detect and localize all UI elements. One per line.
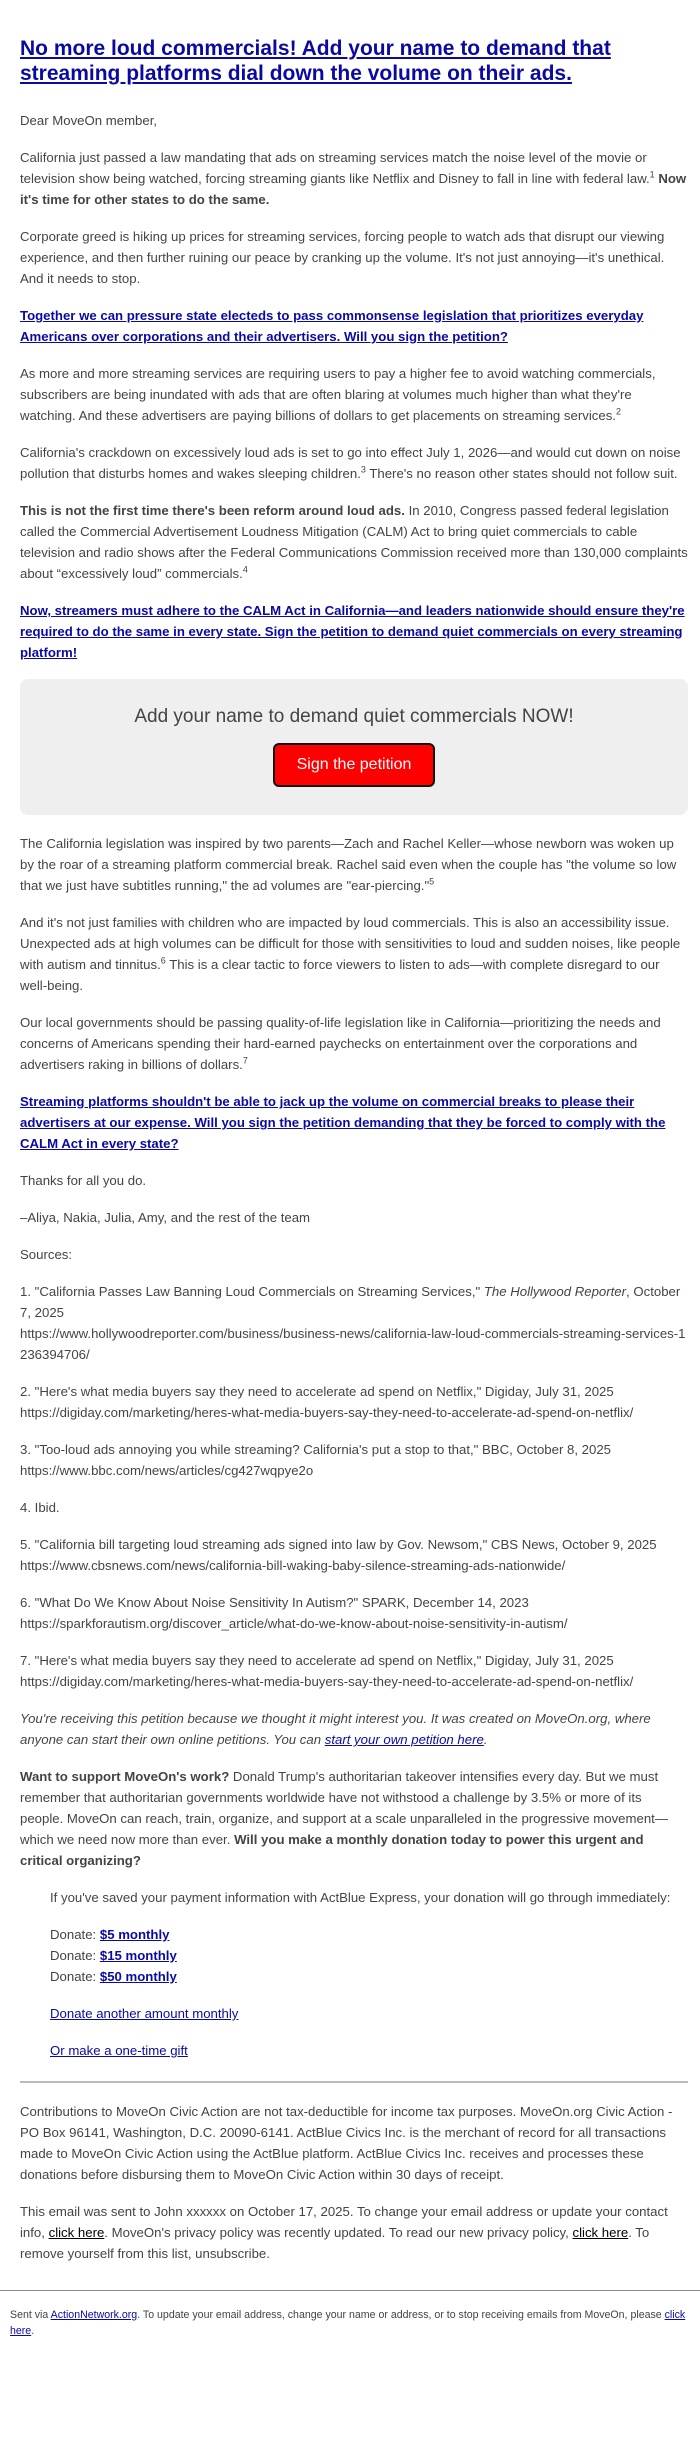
footer-text: . To update your email address, change your name or address, or to stop receiving emails from MoveOn, please [137, 2309, 665, 2321]
source-url: https://sparkforautism.org/discover_article/what-do-we-know-about-noise-sensitivity-in-autism/ [20, 1616, 568, 1631]
email-info-text: This email was sent to John xxxxxx on October 17, 2025. To change your email address or update your contact info, [20, 2204, 668, 2240]
paragraph-text: As more and more streaming services are requiring users to pay a higher fee to avoid watching commercials, subscribers are being inundated with ads that are often blaring at volumes much higher than what they're watching. And these advertisers are paying billions of dollars to get placements on streaming services. [20, 366, 656, 423]
donate-label: Donate: [50, 1927, 100, 1942]
action-network-footer [0, 2290, 700, 2357]
footnote-ref: 4 [242, 564, 248, 575]
source-item [20, 1381, 688, 1423]
donate-label: Donate: [50, 1969, 100, 1984]
sign-petition-button[interactable]: Sign the petition [273, 743, 436, 787]
footer-text: Sent via [10, 2309, 51, 2321]
cta-paragraph-2 [20, 600, 688, 663]
source-item [20, 1650, 688, 1692]
paragraph-crackdown [20, 442, 688, 484]
donate-label: Donate: [50, 1948, 100, 1963]
source-date: , October 7, 2025 [20, 1284, 681, 1320]
greeting: Dear MoveOn member, [20, 113, 158, 128]
support-text: Donald Trump's authoritarian takeover intensifies every day. But we must remember that authoritarian governments worldwide have not withstood a challenge by 3.5% or more of its people. MoveOn can reach, train, organize, and support at a scale unparalleled in the progressive movement—which we need now more than ever. [20, 1769, 669, 1847]
donate-5-monthly-link[interactable]: $5 monthly [99, 1927, 170, 1942]
source-item [20, 1497, 688, 1518]
title-link[interactable]: No more loud commercials! Add your name to demand that streaming platforms dial down the volume on their ads. [20, 37, 611, 85]
page-title [20, 36, 688, 86]
source-number: 5. [20, 1537, 31, 1552]
footnote-ref: 6 [160, 955, 166, 966]
source-number: 6. [20, 1595, 31, 1610]
donate-another-row [50, 2003, 688, 2024]
start-petition-link[interactable]: start your own petition here [324, 1732, 484, 1747]
paragraph-text: California's crackdown on excessively loud ads is set to go into effect July 1, 2026—and would cut down on noise pollution that disturbs homes and wakes sleeping children. [20, 445, 681, 481]
petition-box-heading: Add your name to demand quiet commercials NOW! [134, 706, 574, 727]
source-url: https://www.bbc.com/news/articles/cg427wqpye2o [20, 1463, 314, 1478]
paragraph-law [20, 147, 688, 210]
support-paragraph [20, 1766, 688, 1871]
actionnetwork-link[interactable]: ActionNetwork.org [50, 2309, 138, 2321]
email-info [20, 2201, 688, 2264]
source-text: "Too-loud ads annoying you while streaming? California's put a stop to that," BBC, October 8, 2025 [34, 1442, 612, 1457]
footnote-ref: 5 [429, 876, 435, 887]
footnote-ref: 2 [615, 406, 621, 417]
donate-onetime-row [50, 2040, 688, 2061]
paragraph-local-govt [20, 1012, 688, 1075]
source-publication: The Hollywood Reporter [483, 1284, 627, 1299]
donate-option [50, 1966, 688, 1987]
support-bold: Will you make a monthly donation today to power this urgent and critical organizing? [20, 1832, 644, 1868]
paragraph-bold: This is not the first time there's been reform around loud ads. [20, 503, 405, 518]
source-url: https://www.cbsnews.com/news/california-bill-waking-baby-silence-streaming-ads-nationwide/ [20, 1558, 566, 1573]
source-text: "California Passes Law Banning Loud Commercials on Streaming Services," [34, 1284, 484, 1299]
source-text: "California bill targeting loud streaming ads signed into law by Gov. Newsom," CBS News, October 9, 2025 [34, 1537, 657, 1552]
paragraph-bold: Now it's time for other states to do the same. [20, 171, 687, 207]
source-item [20, 1439, 688, 1481]
source-url: https://digiday.com/marketing/heres-what-media-buyers-say-they-need-to-accelerate-ad-spend-on-netflix/ [20, 1674, 634, 1689]
donation-intro: If you've saved your payment information with ActBlue Express, your donation will go through immediately: [50, 1890, 671, 1905]
source-url: https://www.hollywoodreporter.com/business/business-news/california-law-loud-commercials-streaming-services-1236394706/ [20, 1326, 686, 1362]
email-info-text: . To remove yourself from this list, unsubscribe. [20, 2225, 650, 2261]
source-text: "What Do We Know About Noise Sensitivity In Autism?" SPARK, December 14, 2023 [34, 1595, 529, 1610]
source-item [20, 1281, 688, 1365]
footer-text: . [31, 2325, 35, 2337]
donate-option [50, 1945, 688, 1966]
source-text: Ibid. [34, 1500, 60, 1515]
source-number: 7. [20, 1653, 31, 1668]
cta-paragraph-3 [20, 1091, 688, 1154]
donate-50-monthly-link[interactable]: $50 monthly [99, 1969, 177, 1984]
source-number: 2. [20, 1384, 31, 1399]
note-text: You're receiving this petition because we thought it might interest you. It was created on MoveOn.org, where anyone can start their own online petitions. You can [20, 1711, 651, 1747]
donate-15-monthly-link[interactable]: $15 monthly [99, 1948, 177, 1963]
receiving-note [20, 1708, 688, 1750]
paragraph-text: Our local governments should be passing quality-of-life legislation like in California—prioritizing the needs and concerns of Americans spending their hard-earned paychecks on entertainment over the corporations and advertisers raking in billions of dollars. [20, 1015, 661, 1072]
paragraph-text: The California legislation was inspired by two parents—Zach and Rachel Keller—whose newborn was woken up by the roar of a streaming platform commercial break. Rachel said even when the couple has "the volume so low that we just have subtitles running," the ad volumes are "ear-piercing." [20, 836, 677, 893]
paragraph-text: This is a clear tactic to force viewers to listen to ads—with complete disregard to our well-being. [20, 957, 660, 993]
paragraph-fees [20, 363, 688, 426]
source-text: "Here's what media buyers say they need to accelerate ad spend on Netflix," Digiday, July 31, 2025 [34, 1653, 614, 1668]
source-url: https://digiday.com/marketing/heres-what-media-buyers-say-they-need-to-accelerate-ad-spend-on-netflix/ [20, 1405, 634, 1420]
petition-link-1[interactable]: Together we can pressure state electeds to pass commonsense legislation that prioritizes everyday Americans over corporations and their advertisers. Will you sign the petition? [20, 308, 644, 344]
source-number: 1. [20, 1284, 31, 1299]
source-item [20, 1592, 688, 1634]
sources-label: Sources: [20, 1247, 73, 1262]
donate-another-amount-link[interactable]: Donate another amount monthly [50, 2006, 239, 2021]
privacy-policy-link[interactable]: click here [572, 2225, 629, 2240]
petition-link-2[interactable]: Now, streamers must adhere to the CALM Act in California—and leaders nationwide should ensure they're required to do the same in every state. Sign the petition to demand quiet commercials on every streaming platform! [20, 603, 685, 660]
source-item [20, 1534, 688, 1576]
paragraph-reform [20, 500, 688, 584]
support-bold: Want to support MoveOn's work? [20, 1769, 230, 1784]
source-number: 3. [20, 1442, 31, 1457]
footnote-ref: 7 [242, 1055, 248, 1066]
divider [20, 2081, 688, 2083]
footer-click-here-link[interactable]: click here [10, 2309, 686, 2337]
paragraph-text: In 2010, Congress passed federal legislation called the Commercial Advertisement Loudness Mitigation (CALM) Act to bring quiet commercials to cable television and radio shows after the Federal Communications Commission received more than 130,000 complaints about “excessively loud” commercials. [20, 503, 688, 581]
signoff-line: –Aliya, Nakia, Julia, Amy, and the rest of the team [20, 1210, 311, 1225]
petition-link-3[interactable]: Streaming platforms shouldn't be able to jack up the volume on commercial breaks to please their advertisers at our expense. Will you sign the petition demanding that they be forced to comply with the CALM Act in every state? [20, 1094, 666, 1151]
update-contact-link[interactable]: click here [48, 2225, 105, 2240]
contributions-disclaimer: Contributions to MoveOn Civic Action are not tax-deductible for income tax purposes. MoveOn.org Civic Action - PO Box 96141, Washington, D.C. 20090-6141. ActBlue Civics Inc. is the merchant of record for all transactions made to MoveOn Civic Action using the ActBlue platform. ActBlue Civics Inc. receives and processes these donations before disbursing them to MoveOn Civic Action within 30 days of receipt. [20, 2104, 673, 2182]
paragraph-accessibility [20, 912, 688, 996]
paragraph-text: And it's not just families with children who are impacted by loud commercials. This is also an accessibility issue. Unexpected ads at high volumes can be difficult for those with sensitivities to loud and sudden noises, like people with autism and tinnitus. [20, 915, 681, 972]
donation-section [20, 1887, 688, 2061]
petition-box [20, 679, 688, 815]
donate-option [50, 1924, 688, 1945]
cta-paragraph-1 [20, 305, 688, 347]
source-text: "Here's what media buyers say they need to accelerate ad spend on Netflix," Digiday, July 31, 2025 [34, 1384, 614, 1399]
paragraph-parents [20, 833, 688, 896]
source-number: 4. [20, 1500, 31, 1515]
paragraph-text: California just passed a law mandating that ads on streaming services match the noise level of the movie or television show being watched, forcing streaming giants like Netflix and Disney to fall in line with federal law. [20, 150, 650, 186]
email-info-text: . MoveOn's privacy policy was recently updated. To read our new privacy policy, [104, 2225, 573, 2240]
footnote-ref: 1 [649, 169, 655, 180]
note-text: . [483, 1732, 488, 1747]
thanks-line: Thanks for all you do. [20, 1173, 147, 1188]
footnote-ref: 3 [360, 464, 366, 475]
paragraph-greed: Corporate greed is hiking up prices for streaming services, forcing people to watch ads that disrupt our viewing experience, and then further ruining our peace by cranking up the volume. It's not just annoying—it's unethical. And it needs to stop. [20, 229, 665, 286]
paragraph-text: There's no reason other states should not follow suit. [365, 466, 678, 481]
one-time-gift-link[interactable]: Or make a one-time gift [50, 2043, 188, 2058]
